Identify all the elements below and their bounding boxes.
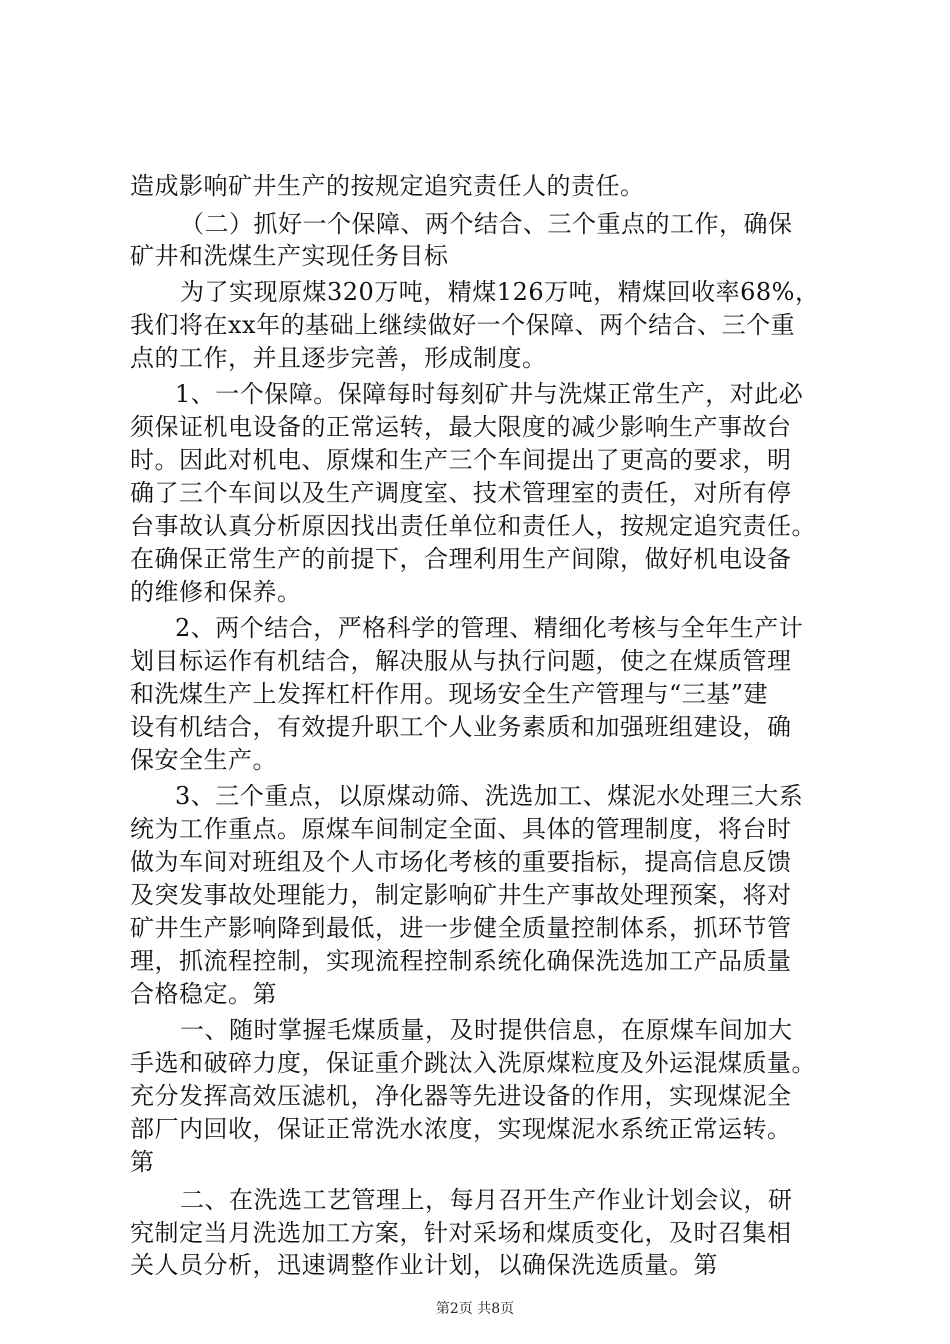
text-line: 第 [130,1148,155,1176]
text-line: 3、三个重点，以原煤动筛、洗选加工、煤泥水处理三大系 [175,782,804,810]
text-line: 保安全生产。 [130,746,277,774]
text-line: 和洗煤生产上发挥杠杆作用。现场安全生产管理与“三基”建 [130,680,769,708]
text-line: 在确保正常生产的前提下，合理利用生产间隙，做好机电设备 [130,545,792,573]
text-line: 台事故认真分析原因找出责任单位和责任人，按规定追究责任。 [130,512,816,540]
text-line: 二、在洗选工艺管理上，每月召开生产作业计划会议，研 [180,1186,793,1214]
text-line: 点的工作，并且逐步完善，形成制度。 [130,344,547,372]
text-line: 合格稳定。第 [130,980,277,1008]
text-line: 须保证机电设备的正常运转，最大限度的减少影响生产事故台 [130,413,792,441]
text-line: 关人员分析，迅速调整作业计划，以确保洗选质量。第 [130,1251,718,1279]
text-line: 做为车间对班组及个人市场化考核的重要指标，提高信息反馈 [130,848,792,876]
text-line: 究制定当月洗选加工方案，针对采场和煤质变化，及时召集相 [130,1219,792,1247]
text-line: 及突发事故处理能力，制定影响矿井生产事故处理预案，将对 [130,881,792,909]
text-line: 确了三个车间以及生产调度室、技术管理室的责任，对所有停 [130,479,792,507]
text-line: 造成影响矿井生产的按规定追究责任人的责任。 [130,172,645,200]
page-number-footer: 第2页 共8页 [435,1301,515,1317]
text-line: 统为工作重点。原煤车间制定全面、具体的管理制度，将台时 [130,815,792,843]
text-line: 手选和破碎力度，保证重介跳汰入洗原煤粒度及外运混煤质量。 [130,1049,816,1077]
text-line: 理，抓流程控制，实现流程控制系统化确保洗选加工产品质量 [130,947,792,975]
text-line: 我们将在xx年的基础上继续做好一个保障、两个结合、三个重 [130,311,796,339]
text-line: 矿井生产影响降到最低，进一步健全质量控制体系，抓环节管 [130,914,792,942]
text-line: 部厂内回收，保证正常洗水浓度，实现煤泥水系统正常运转。 [130,1115,792,1143]
section-heading-line: （二）抓好一个保障、两个结合、三个重点的工作，确保 [180,210,793,238]
text-line: 一、随时掌握毛煤质量，及时提供信息，在原煤车间加大 [180,1016,793,1044]
text-line: 的维修和保养。 [130,578,302,606]
text-line: 划目标运作有机结合，解决服从与执行问题，使之在煤质管理 [130,647,792,675]
text-line: 时。因此对机电、原煤和生产三个车间提出了更高的要求，明 [130,446,792,474]
text-line: 设有机结合，有效提升职工个人业务素质和加强班组建设，确 [130,713,792,741]
text-line: 充分发挥高效压滤机，净化器等先进设备的作用，实现煤泥全 [130,1082,792,1110]
text-line: 2、两个结合，严格科学的管理、精细化考核与全年生产计 [175,614,804,642]
section-heading-line: 矿井和洗煤生产实现任务目标 [130,242,449,270]
text-line: 1、一个保障。保障每时每刻矿井与洗煤正常生产，对此必 [175,380,804,408]
text-line: 为了实现原煤320万吨，精煤126万吨，精煤回收率68%， [180,278,820,306]
